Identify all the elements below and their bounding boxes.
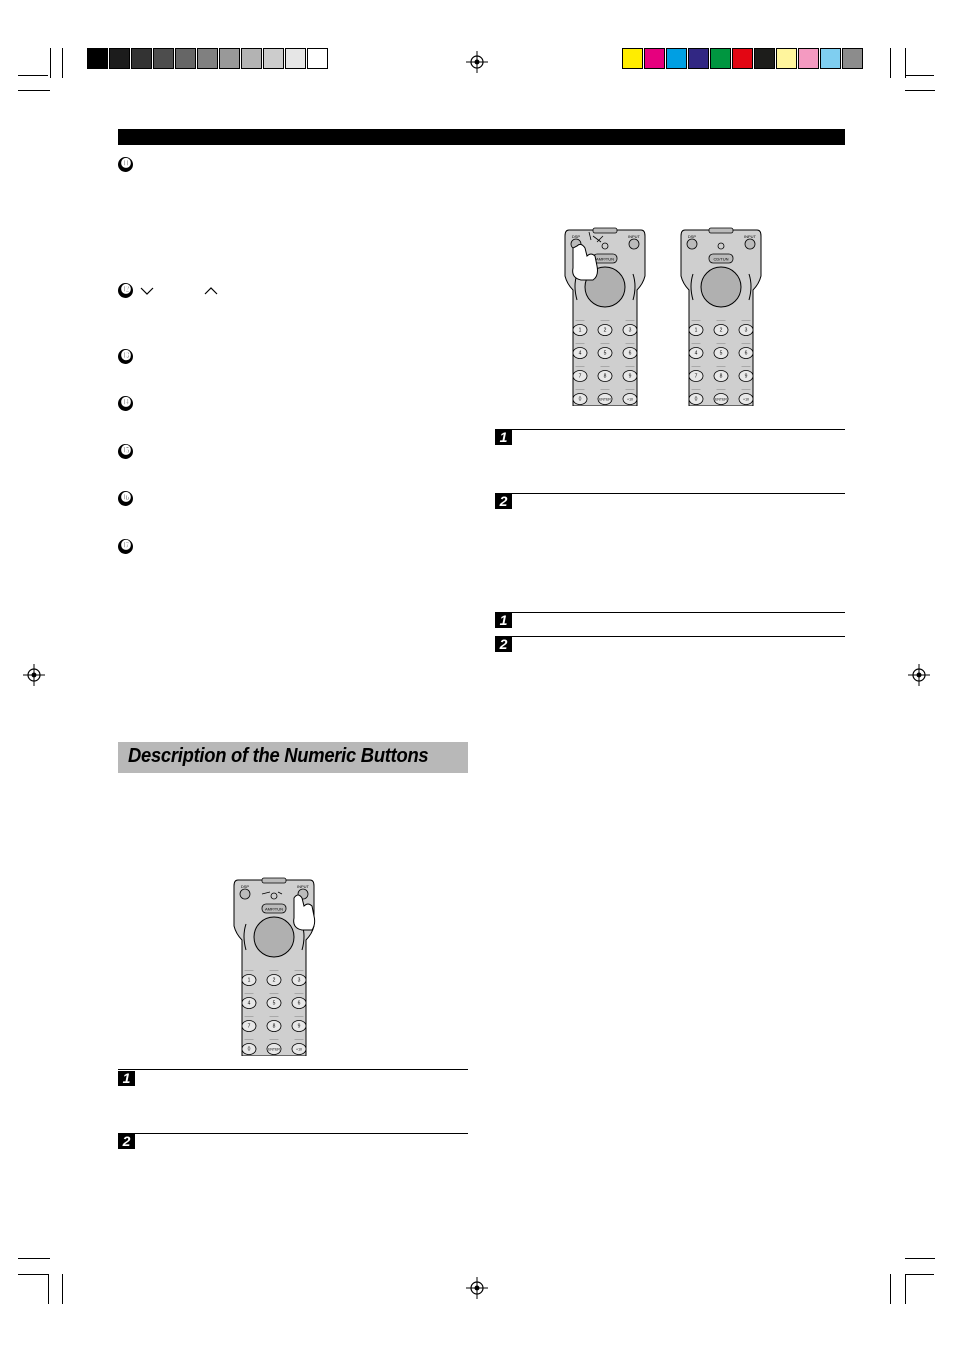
svg-text:7: 7 xyxy=(578,373,582,380)
chevron-down-icon xyxy=(140,286,154,296)
svg-text:1: 1 xyxy=(578,327,582,334)
svg-text:DSP: DSP xyxy=(571,234,581,239)
svg-text:———: ——— xyxy=(244,1014,254,1018)
svg-text:———: ——— xyxy=(691,387,701,391)
svg-text:———: ——— xyxy=(294,991,304,995)
svg-text:5: 5 xyxy=(603,350,607,357)
step-number: 1 xyxy=(495,430,512,445)
svg-text:———: ——— xyxy=(244,1037,254,1041)
svg-text:1: 1 xyxy=(694,327,698,334)
remote-illustration xyxy=(679,226,763,406)
svg-text:3: 3 xyxy=(744,327,748,334)
header-bar xyxy=(118,129,845,145)
crop-mark xyxy=(18,1258,50,1259)
color-swatch xyxy=(197,48,218,69)
svg-text:———: ——— xyxy=(269,1014,279,1018)
svg-text:———: ——— xyxy=(625,318,635,322)
step-divider xyxy=(495,612,845,613)
section-title: Description of the Numeric Buttons xyxy=(128,745,429,767)
svg-text:———: ——— xyxy=(741,387,751,391)
svg-text:INPUT: INPUT xyxy=(297,884,309,889)
svg-text:———: ——— xyxy=(575,341,585,345)
color-swatch xyxy=(666,48,687,69)
svg-text:8: 8 xyxy=(719,373,723,380)
chevron-up-icon xyxy=(204,286,218,296)
svg-text:———: ——— xyxy=(244,991,254,995)
svg-text:———: ——— xyxy=(741,341,751,345)
svg-text:AMP/TUN: AMP/TUN xyxy=(596,256,614,262)
svg-text:CD/TUN: CD/TUN xyxy=(713,256,729,262)
registration-mark-icon xyxy=(466,1277,488,1299)
svg-text:———: ——— xyxy=(716,318,726,322)
svg-text:2: 2 xyxy=(603,327,607,334)
svg-text:1: 1 xyxy=(247,977,251,984)
svg-text:———: ——— xyxy=(691,341,701,345)
list-marker: ⓭ xyxy=(118,349,133,364)
svg-text:4: 4 xyxy=(578,350,582,357)
step-divider xyxy=(495,429,845,430)
svg-text:6: 6 xyxy=(628,350,632,357)
color-swatch xyxy=(241,48,262,69)
svg-text:———: ——— xyxy=(575,387,585,391)
svg-text:7: 7 xyxy=(694,373,698,380)
svg-text:4: 4 xyxy=(247,1000,251,1007)
crop-mark xyxy=(906,75,934,76)
crop-mark xyxy=(906,1274,934,1275)
color-swatch xyxy=(219,48,240,69)
color-swatch xyxy=(285,48,306,69)
svg-text:7: 7 xyxy=(247,1023,251,1030)
color-swatch xyxy=(307,48,328,69)
svg-text:———: ——— xyxy=(716,341,726,345)
svg-text:3: 3 xyxy=(628,327,632,334)
svg-text:———: ——— xyxy=(600,341,610,345)
color-swatch xyxy=(263,48,284,69)
step-number: 1 xyxy=(118,1071,135,1086)
crop-mark xyxy=(62,1274,63,1304)
svg-text:———: ——— xyxy=(294,1037,304,1041)
color-swatch xyxy=(131,48,152,69)
svg-text:ENTER: ENTER xyxy=(599,397,611,402)
svg-text:———: ——— xyxy=(575,364,585,368)
crop-mark xyxy=(905,1274,906,1304)
svg-text:———: ——— xyxy=(269,991,279,995)
remote-svg xyxy=(232,876,316,1056)
svg-text:6: 6 xyxy=(297,1000,301,1007)
crop-mark xyxy=(18,1274,48,1275)
remote-illustration-pressing-dsp xyxy=(563,226,647,406)
svg-text:———: ——— xyxy=(691,364,701,368)
svg-text:8: 8 xyxy=(603,373,607,380)
color-swatch xyxy=(776,48,797,69)
color-swatch xyxy=(710,48,731,69)
crop-mark xyxy=(62,48,63,78)
svg-text:8: 8 xyxy=(272,1023,276,1030)
svg-text:———: ——— xyxy=(741,364,751,368)
list-marker: ⓬ xyxy=(118,283,133,298)
step-number: 2 xyxy=(495,494,512,509)
svg-text:ENTER: ENTER xyxy=(715,397,727,402)
crop-mark xyxy=(905,48,906,78)
crop-mark xyxy=(18,90,50,91)
color-swatch xyxy=(87,48,108,69)
crop-mark xyxy=(48,1274,49,1304)
svg-text:———: ——— xyxy=(600,387,610,391)
svg-text:———: ——— xyxy=(294,968,304,972)
color-swatch xyxy=(754,48,775,69)
svg-text:———: ——— xyxy=(691,318,701,322)
color-swatch xyxy=(798,48,819,69)
svg-text:———: ——— xyxy=(575,318,585,322)
step-divider xyxy=(118,1133,468,1134)
crop-mark xyxy=(18,75,48,76)
svg-text:———: ——— xyxy=(600,318,610,322)
registration-mark-icon xyxy=(466,51,488,73)
svg-text:9: 9 xyxy=(628,373,632,380)
svg-text:6: 6 xyxy=(744,350,748,357)
svg-text:5: 5 xyxy=(719,350,723,357)
step-divider xyxy=(495,636,845,637)
remote-svg xyxy=(679,226,763,406)
step-divider xyxy=(118,1069,468,1070)
color-swatch xyxy=(109,48,130,69)
svg-text:———: ——— xyxy=(244,968,254,972)
color-swatch xyxy=(842,48,863,69)
svg-text:INPUT: INPUT xyxy=(628,234,640,239)
color-swatch xyxy=(644,48,665,69)
list-marker: ⓫ xyxy=(118,157,133,172)
list-marker: ⓯ xyxy=(118,444,133,459)
color-swatch xyxy=(153,48,174,69)
svg-text:———: ——— xyxy=(269,1037,279,1041)
svg-text:0: 0 xyxy=(247,1046,251,1053)
svg-text:2: 2 xyxy=(719,327,723,334)
svg-text:———: ——— xyxy=(625,364,635,368)
list-marker: ⓱ xyxy=(118,539,133,554)
crop-mark xyxy=(50,48,51,78)
svg-text:INPUT: INPUT xyxy=(744,234,756,239)
step-divider xyxy=(495,493,845,494)
list-marker: ⓰ xyxy=(118,491,133,506)
svg-text:DSP: DSP xyxy=(240,884,250,889)
svg-text:4: 4 xyxy=(694,350,698,357)
svg-text:3: 3 xyxy=(297,977,301,984)
svg-text:9: 9 xyxy=(297,1023,301,1030)
registration-mark-icon xyxy=(23,664,45,686)
svg-text:AMP/TUN: AMP/TUN xyxy=(265,906,283,912)
step-number: 2 xyxy=(495,637,512,652)
remote-illustration-pressing-input xyxy=(232,876,316,1056)
svg-text:———: ——— xyxy=(741,318,751,322)
svg-text:+10: +10 xyxy=(296,1047,302,1052)
svg-text:———: ——— xyxy=(600,364,610,368)
step-number: 2 xyxy=(118,1134,135,1149)
svg-text:5: 5 xyxy=(272,1000,276,1007)
svg-text:ENTER: ENTER xyxy=(268,1047,280,1052)
remote-svg xyxy=(563,226,647,406)
svg-text:9: 9 xyxy=(744,373,748,380)
svg-text:2: 2 xyxy=(272,977,276,984)
color-swatch xyxy=(732,48,753,69)
crop-mark xyxy=(905,1258,935,1259)
step-number: 1 xyxy=(495,613,512,628)
svg-text:0: 0 xyxy=(578,396,582,403)
svg-text:———: ——— xyxy=(716,387,726,391)
registration-mark-icon xyxy=(908,664,930,686)
svg-text:0: 0 xyxy=(694,396,698,403)
color-swatch xyxy=(622,48,643,69)
svg-text:DSP: DSP xyxy=(687,234,697,239)
svg-text:———: ——— xyxy=(716,364,726,368)
color-swatch xyxy=(175,48,196,69)
crop-mark xyxy=(890,48,891,78)
svg-text:———: ——— xyxy=(625,341,635,345)
svg-text:+10: +10 xyxy=(743,397,749,402)
color-swatch xyxy=(688,48,709,69)
svg-text:+10: +10 xyxy=(627,397,633,402)
svg-text:———: ——— xyxy=(625,387,635,391)
color-swatch xyxy=(820,48,841,69)
crop-mark xyxy=(905,90,935,91)
section-title-banner xyxy=(118,742,468,773)
svg-text:———: ——— xyxy=(294,1014,304,1018)
crop-mark xyxy=(890,1274,891,1304)
svg-text:———: ——— xyxy=(269,968,279,972)
list-marker: ⓮ xyxy=(118,396,133,411)
